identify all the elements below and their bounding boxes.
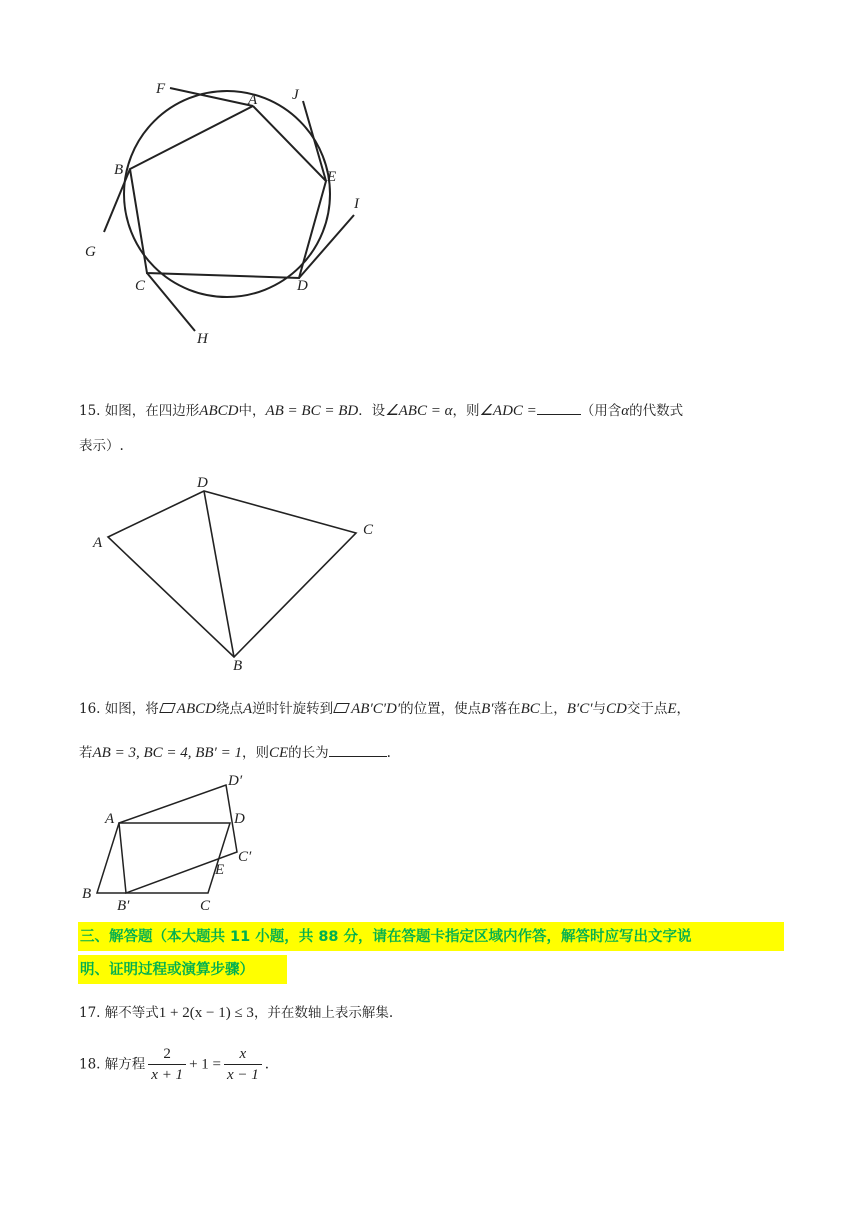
- figure-quadrilateral: [0, 470, 860, 690]
- label-B: B: [82, 886, 92, 902]
- section-3-heading-line2: 明、证明过程或演算步骤）: [80, 962, 254, 978]
- label-D: D: [297, 278, 308, 294]
- label-Dp: D′: [228, 773, 243, 789]
- question-15-line2: 表示）.: [79, 438, 124, 454]
- question-number: 15.: [79, 403, 101, 419]
- label-D: D: [197, 475, 208, 491]
- label-E: E: [327, 169, 337, 185]
- parallelogram-symbol: [159, 703, 176, 713]
- answer-blank: [537, 400, 581, 415]
- section-3-heading: [78, 922, 784, 951]
- label-A: A: [248, 92, 258, 108]
- label-B: B: [114, 162, 124, 178]
- quadrilateral-ABCD: [108, 491, 356, 657]
- question-16-line2: 若AB = 3, BC = 4, BB′ = 1，则CE的长为 .: [79, 742, 391, 763]
- question-number: 18.: [79, 1056, 101, 1073]
- label-A: A: [105, 811, 115, 827]
- pentagon: [130, 106, 326, 278]
- question-15-line1: 15. 如图，在四边形ABCD中，AB = BC = BD．设∠ABC = α，则∠ADC = （用含α的代数式: [79, 400, 683, 421]
- fraction-2-over-x-plus-1: $\frac{2}{x + 1}$: [148, 1044, 186, 1085]
- question-18: 18. 解方程 $\frac{2}{x + 1}$ + 1 = $\frac{x}{x - 1}$ .: [79, 1046, 270, 1083]
- answer-blank: [329, 742, 387, 757]
- question-16-line1: 16. 如图，将 ABCD绕点A逆时针旋转到 AB′C′D′的位置，使点B′落在BC上，B′C′与CD交于点E，: [79, 701, 691, 717]
- label-C: C: [135, 278, 146, 294]
- label-F: F: [156, 81, 166, 97]
- label-J: J: [292, 87, 299, 103]
- section-3-heading-line2-box: [78, 955, 287, 984]
- segment-GB: [104, 169, 130, 232]
- segment-CH: [147, 273, 195, 331]
- question-17: 17. 解不等式1 + 2(x − 1) ≤ 3，并在数轴上表示解集.: [79, 1005, 394, 1021]
- label-C: C: [200, 898, 211, 914]
- label-Cp: C′: [238, 849, 252, 865]
- label-Bp: B′: [117, 898, 130, 914]
- circle: [124, 91, 330, 297]
- question-number: 16.: [79, 701, 101, 717]
- label-A: A: [93, 535, 103, 551]
- label-E: E: [215, 862, 225, 878]
- label-D: D: [234, 811, 245, 827]
- section-3-heading-line1: 三、解答题（本大题共 11 小题，共 88 分，请在答题卡指定区域内作答，解答时应写出文字说: [80, 929, 692, 945]
- label-H: H: [197, 331, 208, 347]
- label-I: I: [354, 196, 359, 212]
- parallelogram-symbol: [333, 703, 350, 713]
- label-C: C: [363, 522, 374, 538]
- figure-pentagon-circle: [0, 0, 860, 360]
- fraction-x-over-x-minus-1: $\frac{x}{x - 1}$: [224, 1044, 262, 1085]
- question-number: 17.: [79, 1005, 101, 1021]
- figure-parallelogram-rotation: [0, 770, 860, 920]
- segment-FA: [170, 88, 253, 106]
- parallelogram-ABCD: [97, 823, 230, 893]
- label-G: G: [85, 244, 96, 260]
- label-B: B: [233, 658, 243, 674]
